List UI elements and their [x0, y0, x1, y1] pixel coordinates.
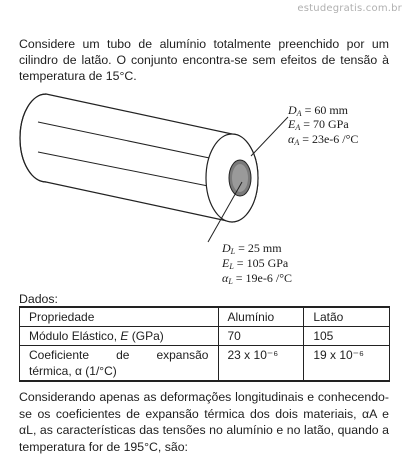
brass-core-shade — [232, 164, 248, 192]
row1-aluminum: 70 — [218, 327, 304, 346]
table-header-row — [20, 307, 390, 327]
table-row — [20, 346, 390, 382]
row2-property: Coeficiente de expansão térmica, α (1/°C) — [20, 346, 219, 382]
row1-property: Módulo Elástico, E (GPa) — [20, 327, 219, 346]
tube-figure — [10, 86, 359, 286]
question-outro: Considerando apenas as deformações longitudinais e conhecendo-se os coeficientes de expansão térmica dos dois materiais, αA e αL, as características das tensões no alumínio e no latão, quando a temperatura for de 195°C, são: — [19, 390, 389, 454]
leader-aluminum — [251, 117, 288, 156]
brass-alpha: $\alpha_L = 19e-6$ /°C — [222, 271, 292, 286]
brass-modulus: $E_L = 105$ GPa — [222, 256, 289, 271]
header-property: Propriedade — [20, 307, 219, 327]
data-label: Dados: — [19, 292, 58, 306]
aluminum-diameter: $D_A = 60$ mm — [288, 103, 348, 118]
row2-brass: 19 x 10⁻⁶ — [304, 346, 390, 382]
row1-brass: 105 — [304, 327, 390, 346]
row2-aluminum: 23 x 10⁻⁶ — [218, 346, 304, 382]
properties-table — [19, 306, 390, 382]
header-aluminum: Alumínio — [218, 307, 304, 327]
aluminum-alpha: $\alpha_A = 23e-6$ /°C — [288, 132, 359, 147]
brass-diameter: $D_L = 25$ mm — [222, 241, 282, 256]
header-brass: Latão — [304, 307, 390, 327]
question-intro: Considere um tubo de alumínio totalmente preenchido por um cilindro de latão. O conjunto encontra-se sem efeitos de tensão à temperatura de 15°C. — [19, 37, 389, 83]
site-watermark: estudegratis.com.br — [297, 3, 402, 14]
aluminum-modulus: $E_A = 70$ GPa — [288, 117, 349, 132]
table-row — [20, 327, 390, 346]
